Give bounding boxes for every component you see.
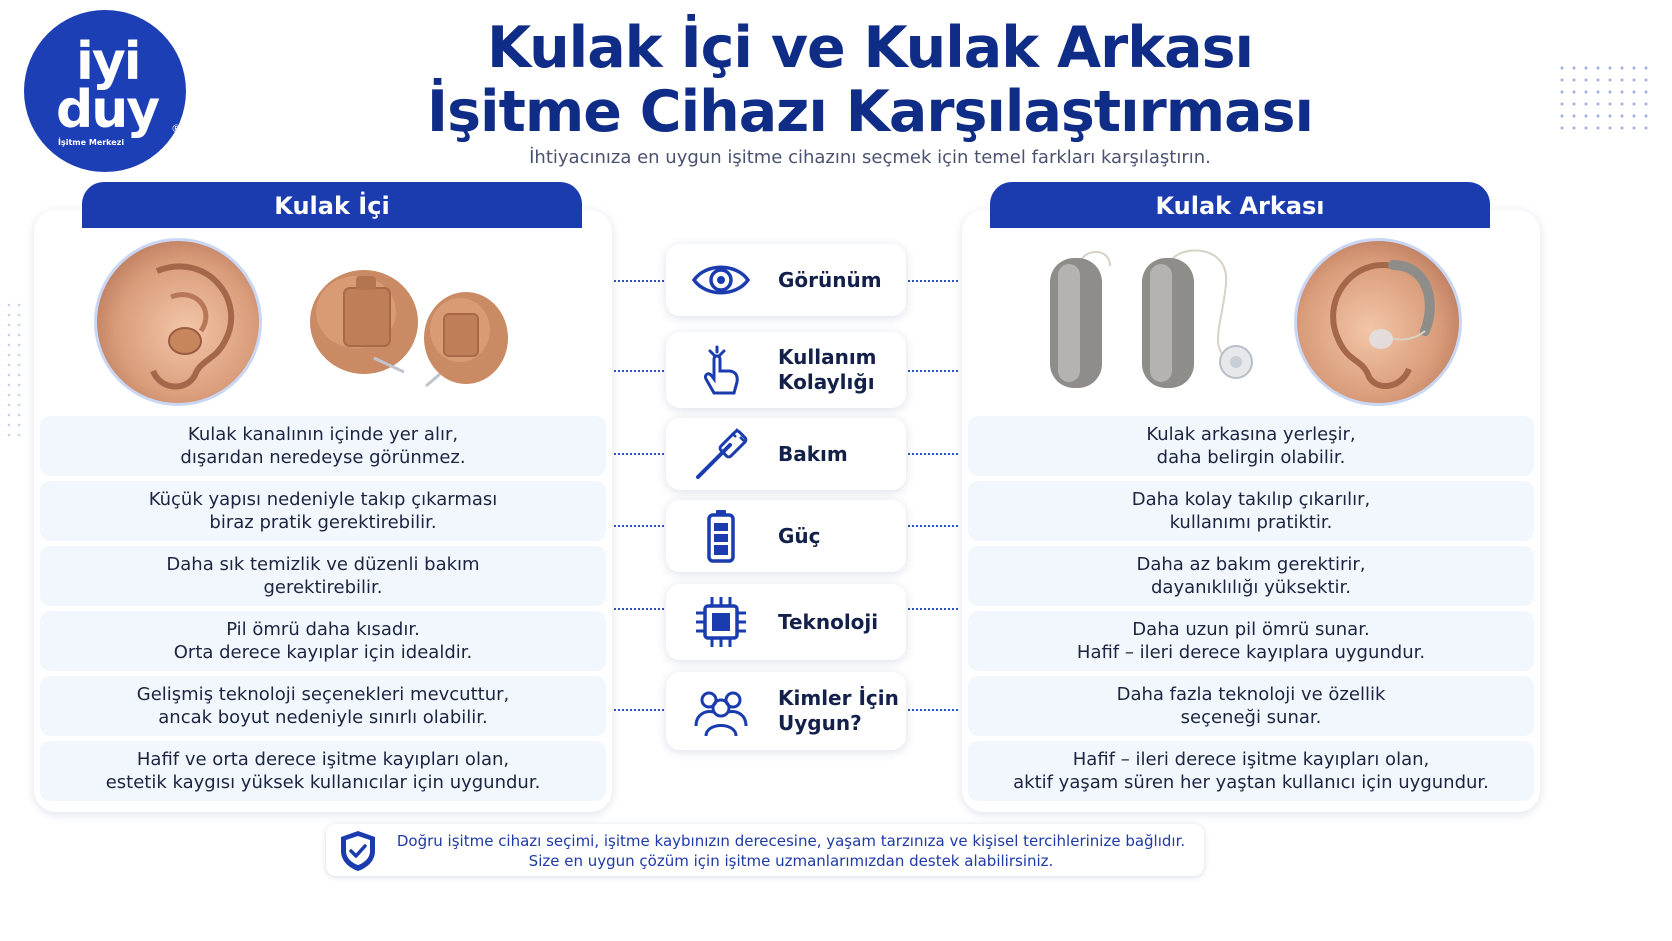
page-title-line-1: Kulak İçi ve Kulak Arkası (486, 15, 1254, 81)
in-ear-technology-row: Gelişmiş teknoloji seçenekleri mevcuttur, ancak boyut nedeniyle sınırlı olabilir. (40, 676, 606, 736)
chip-icon (692, 593, 750, 651)
connector-line (908, 525, 958, 527)
criteria-label-suitability: Kimler İçin Uygun? (778, 686, 899, 735)
criteria-label-care: Bakım (778, 441, 848, 466)
dot-pattern-decoration-left (0, 300, 24, 440)
connector-line (614, 370, 664, 372)
connector-line (908, 709, 958, 711)
eye-icon (692, 251, 750, 309)
connector-line (908, 370, 958, 372)
criteria-card-usability (666, 332, 906, 408)
battery-icon (692, 507, 750, 565)
connector-line (614, 709, 664, 711)
logo-word-duy: duy (56, 80, 159, 140)
behind-ear-care-row: Daha az bakım gerektirir, dayanıklılığı yüksektir. (968, 546, 1534, 606)
criteria-label-appearance: Görünüm (778, 267, 882, 292)
logo-tagline: İşitme Merkezi (58, 138, 125, 147)
in-ear-power-row: Pil ömrü daha kısadır. Orta derece kayıplar için idealdir. (40, 611, 606, 671)
behind-ear-suitability-row: Hafif – ileri derece işitme kayıpları olan, aktif yaşam süren her yaştan kullanıcı için uygundur. (968, 741, 1534, 801)
in-ear-appearance-row: Kulak kanalının içinde yer alır, dışarıdan neredeyse görünmez. (40, 416, 606, 476)
behind-ear-appearance-row: Kulak arkasına yerleşir, daha belirgin olabilir. (968, 416, 1534, 476)
brush-icon (692, 425, 750, 483)
criteria-card-suitability (666, 672, 906, 750)
connector-line (908, 453, 958, 455)
dot-pattern-decoration (1556, 62, 1656, 136)
in-ear-care-row: Daha sık temizlik ve düzenli bakım gerektirebilir. (40, 546, 606, 606)
behind-ear-feature-list (968, 416, 1534, 806)
connector-line (908, 280, 958, 282)
ear-with-device-icon (1297, 241, 1462, 406)
page-title-line-2: İşitme Cihazı Karşılaştırması (426, 79, 1314, 145)
in-ear-ear-photo (94, 238, 262, 406)
connector-line (614, 608, 664, 610)
connector-line (614, 280, 664, 282)
criteria-card-care (666, 418, 906, 490)
criteria-card-power (666, 500, 906, 572)
connector-line (614, 453, 664, 455)
in-ear-suitability-row: Hafif ve orta derece işitme kayıpları olan, estetik kaygısı yüksek kullanıcılar için uygundur. (40, 741, 606, 801)
logo-word-iyi: iyi (76, 32, 140, 92)
behind-ear-panel-title: Kulak Arkası (990, 182, 1490, 228)
hand-tap-icon (692, 341, 750, 399)
connector-line (908, 608, 958, 610)
in-ear-feature-list (40, 416, 606, 806)
criteria-label-usability: Kullanım Kolaylığı (778, 345, 877, 394)
behind-ear-power-row: Daha uzun pil ömrü sunar. Hafif – ileri derece kayıplara uygundur. (968, 611, 1534, 671)
criteria-label-technology: Teknoloji (778, 609, 879, 634)
in-ear-panel-title: Kulak İçi (82, 182, 582, 228)
shield-check-icon (338, 829, 378, 873)
behind-ear-ear-photo (1294, 238, 1462, 406)
people-icon (692, 682, 750, 740)
footer-note (326, 824, 1204, 876)
in-ear-device-image (300, 262, 530, 402)
brand-logo (24, 10, 186, 172)
behind-ear-technology-row: Daha fazla teknoloji ve özellik seçeneği sunar. (968, 676, 1534, 736)
in-ear-usability-row: Küçük yapısı nedeniyle takıp çıkarması biraz pratik gerektirebilir. (40, 481, 606, 541)
behind-ear-device-image (1030, 244, 1270, 394)
page-subtitle: İhtiyacınıza en uygun işitme cihazını seçmek için temel farkları karşılaştırın. (529, 147, 1211, 168)
criteria-label-power: Güç (778, 523, 821, 548)
logo-registered-mark: ® (171, 122, 182, 135)
connector-line (614, 525, 664, 527)
ear-illustration-icon (97, 241, 262, 406)
behind-ear-usability-row: Daha kolay takılıp çıkarılır, kullanımı pratiktir. (968, 481, 1534, 541)
criteria-card-appearance (666, 244, 906, 316)
footer-note-text: Doğru işitme cihazı seçimi, işitme kaybınızın derecesine, yaşam tarzınıza ve kişisel tercihlerinize bağlıdır. Size en uygun çözüm için işitme uzmanlarımızdan destek alabilirsiniz. (396, 832, 1186, 870)
criteria-card-technology (666, 584, 906, 660)
